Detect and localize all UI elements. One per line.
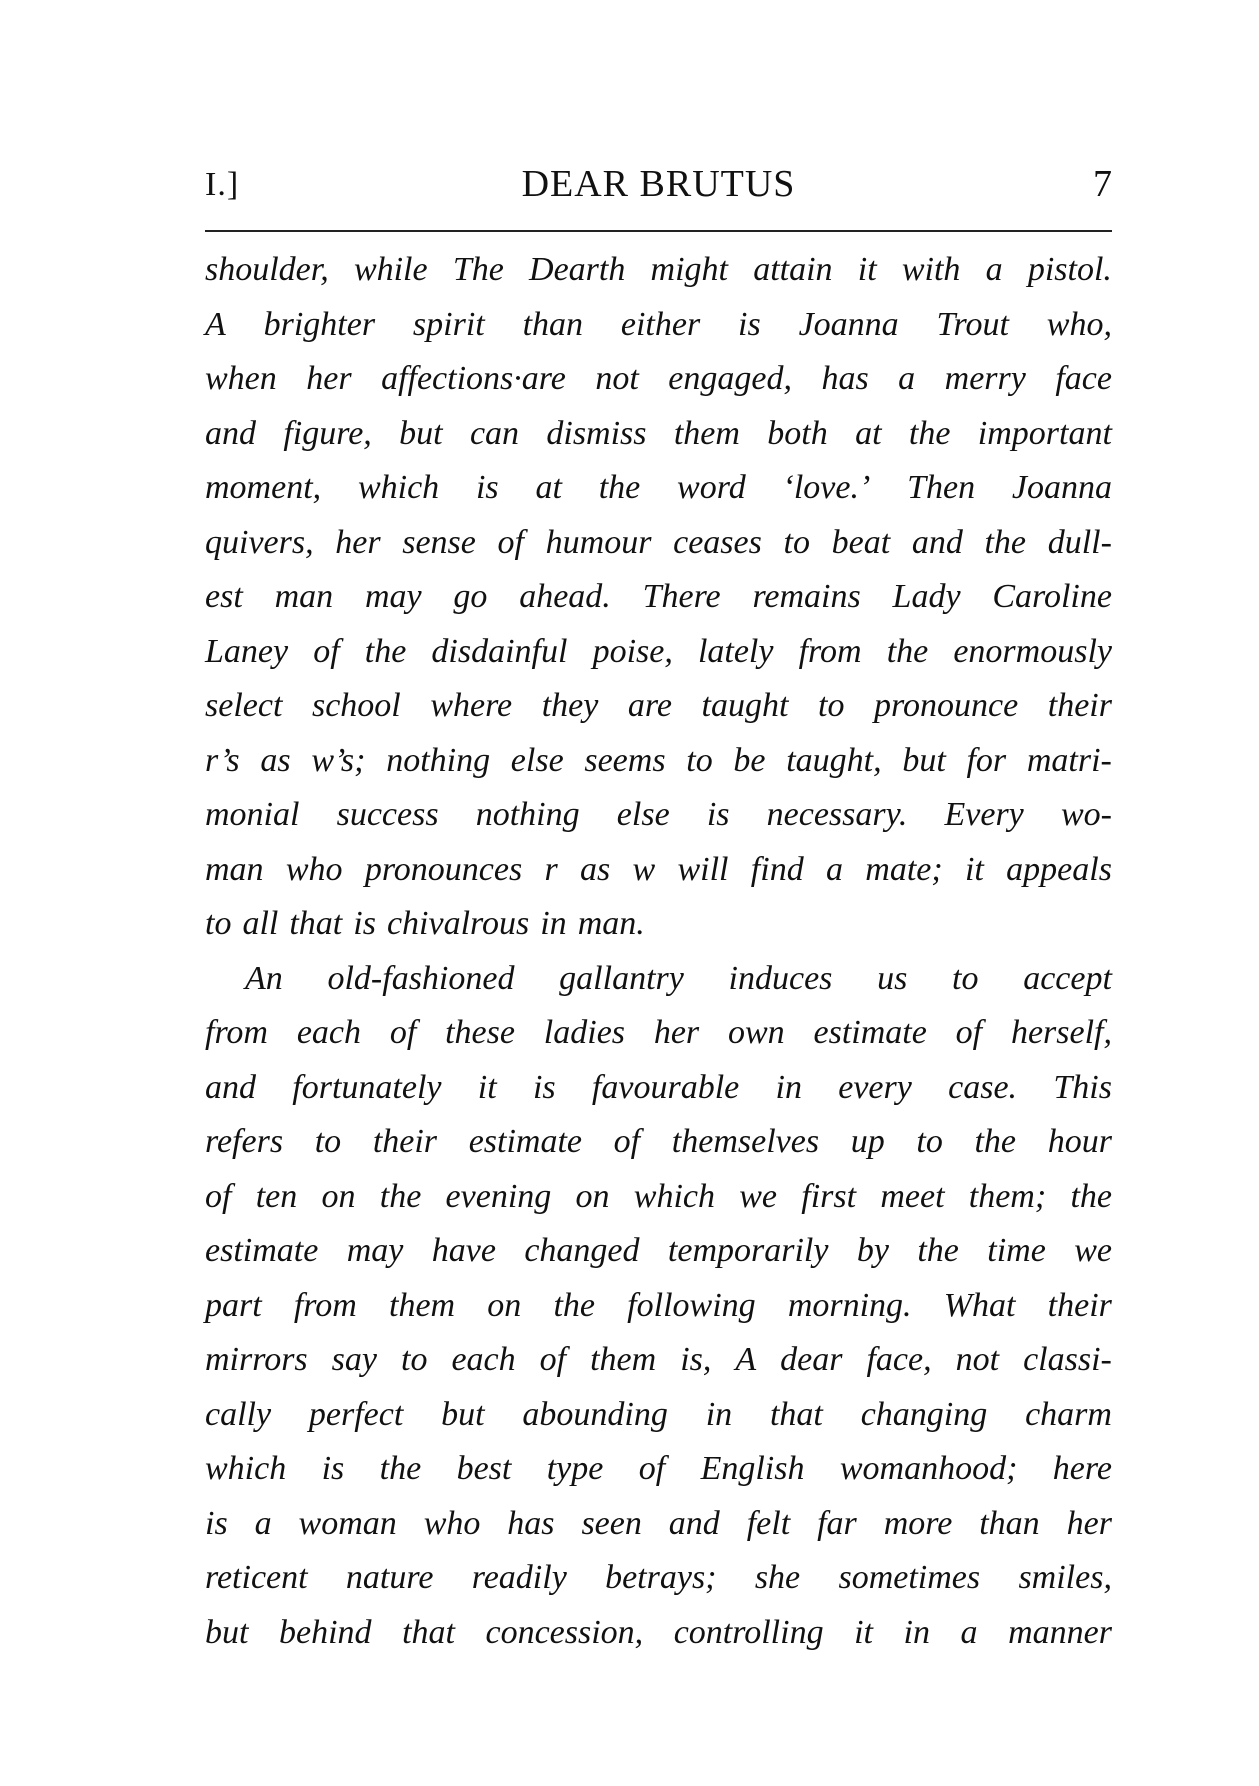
text-line: of ten on the evening on which we first meet them; the [205,1177,1112,1215]
text-line: A brighter spirit than either is Joanna Trout who, [205,305,1112,343]
header-rule [205,230,1112,232]
running-header [205,162,1112,218]
text-line: to all that is chivalrous in man. [205,905,645,942]
text-line: moment, which is at the word ‘love.’ Then Joanna [205,469,1112,506]
text-line: shoulder, while The Dearth might attain it with a pistol. [205,251,1112,288]
text-line: which is the best type of English womanhood; here [205,1450,1112,1487]
text-line: and fortunately it is favourable in every case. This [205,1068,1112,1106]
body-text [205,243,1112,1660]
section-marker: I.] [205,166,240,203]
text-line: reticent nature readily betrays; she sometimes smiles, [205,1559,1112,1596]
text-line: is a woman who has seen and felt far more than her [205,1504,1112,1542]
text-line: when her affections·are not engaged, has a merry face [205,360,1112,397]
text-line: Laney of the disdainful poise, lately from the enormously [205,632,1112,670]
text-line: and figure, but can dismiss them both at the important [205,414,1112,452]
text-line: from each of these ladies her own estimate of herself, [205,1014,1112,1051]
text-line: select school where they are taught to pronounce their [205,687,1112,724]
text-line: cally perfect but abounding in that changing charm [205,1395,1112,1433]
text-line: quivers, her sense of humour ceases to beat and the dull- [205,523,1112,561]
text-line: part from them on the following morning. What their [205,1286,1112,1324]
text-line: An old-fashioned gallantry induces us to accept [245,959,1112,997]
text-line: monial success nothing else is necessary. Every wo- [205,796,1112,833]
text-line: but behind that concession, controlling it in a manner [205,1613,1112,1651]
text-line: refers to their estimate of themselves up to the hour [205,1123,1112,1160]
text-line: man who pronounces r as w will find a mate; it appeals [205,850,1112,888]
page-title: DEAR BRUTUS [521,163,796,205]
page-number: 7 [1093,163,1112,205]
text-line: est man may go ahead. There remains Lady Caroline [205,578,1112,615]
text-line: mirrors say to each of them is, A dear face, not classi- [205,1341,1112,1378]
text-line: estimate may have changed temporarily by the time we [205,1232,1112,1269]
text-line: r’s as w’s; nothing else seems to be taught, but for matri- [205,741,1112,779]
